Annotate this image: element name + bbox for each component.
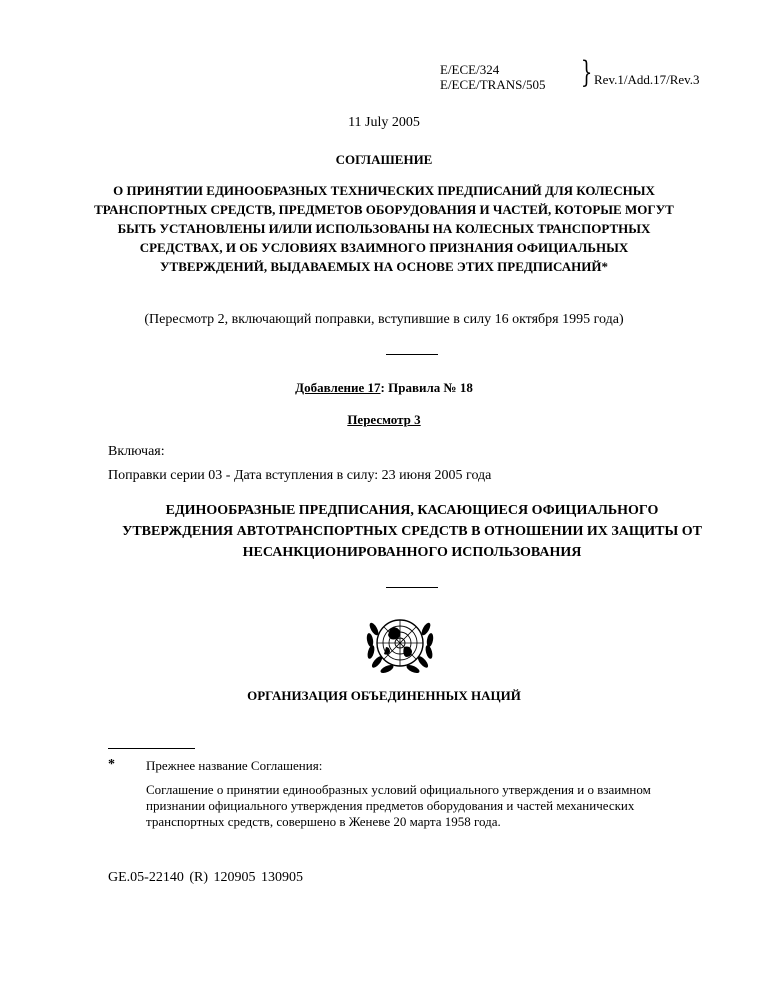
addendum-label: Добавление 17 — [295, 380, 381, 395]
footnote-line-2: Соглашение о принятии единообразных условий официального утверждения и о взаимном признании официального утверждения предметов оборудования и частей механических транспортных средств, совершено в Женеве 20 марта 1958 года. — [146, 782, 651, 829]
job-number: GE.05-22140 (R) 120905 130905 — [108, 870, 303, 885]
revision-label: Пересмотр 3 — [347, 412, 421, 427]
amendments-line: Поправки серии 03 - Дата вступления в силу: 23 июня 2005 года — [108, 468, 492, 483]
revision-heading — [0, 412, 768, 428]
revision-note: (Пересмотр 2, включающий поправки, вступившие в силу 16 октября 1995 года) — [144, 312, 624, 327]
agreement-title: О ПРИНЯТИИ ЕДИНООБРАЗНЫХ ТЕХНИЧЕСКИХ ПРЕДПИСАНИЙ ДЛЯ КОЛЕСНЫХ ТРАНСПОРТНЫХ СРЕДСТВ, ПРЕДМЕТОВ ОБОРУДОВАНИЯ И ЧАСТЕЙ, КОТОРЫЕ МОГУТ БЫТЬ УСТАНОВЛЕНЫ И/ИЛИ ИСПОЛЬЗОВАНЫ НА КОЛЕСНЫХ ТРАНСПОРТНЫХ СРЕДСТВАХ, И ОБ УСЛОВИЯХ ВЗАИМНОГО ПРИЗНАНИЯ ОФИЦИАЛЬНЫХ УТВЕРЖДЕНИЙ, ВЫДАВАЕМЫХ НА ОСНОВЕ ЭТИХ ПРЕДПИСАНИЙ* — [94, 183, 674, 274]
un-emblem-icon — [360, 607, 440, 677]
brace-icon: } — [580, 55, 593, 90]
footnote-line-1: Прежнее название Соглашения: — [146, 758, 323, 773]
symbol-line-1: E/ECE/324 — [440, 62, 500, 77]
revision-reference: Rev.1/Add.17/Rev.3 — [594, 72, 700, 87]
addendum-heading — [0, 380, 768, 396]
document-date: 11 July 2005 — [348, 115, 420, 130]
including-label: Включая: — [108, 444, 165, 459]
divider — [386, 354, 438, 355]
organization-name: ОРГАНИЗАЦИЯ ОБЪЕДИНЕННЫХ НАЦИЙ — [247, 688, 521, 703]
footnote-marker: * — [108, 757, 115, 772]
document-symbols — [440, 62, 545, 92]
symbol-line-2: E/ECE/TRANS/505 — [440, 77, 546, 92]
footnote-separator — [108, 748, 195, 749]
divider — [386, 587, 438, 588]
agreement-heading: СОГЛАШЕНИЕ — [335, 152, 433, 167]
addendum-rest: : Правила № 18 — [380, 380, 473, 395]
regulation-title: ЕДИНООБРАЗНЫЕ ПРЕДПИСАНИЯ, КАСАЮЩИЕСЯ ОФИЦИАЛЬНОГО УТВЕРЖДЕНИЯ АВТОТРАНСПОРТНЫХ СРЕДСТВ В ОТНОШЕНИИ ИХ ЗАЩИТЫ ОТ НЕСАНКЦИОНИРОВАННОГО ИСПОЛЬЗОВАНИЯ — [122, 503, 702, 560]
